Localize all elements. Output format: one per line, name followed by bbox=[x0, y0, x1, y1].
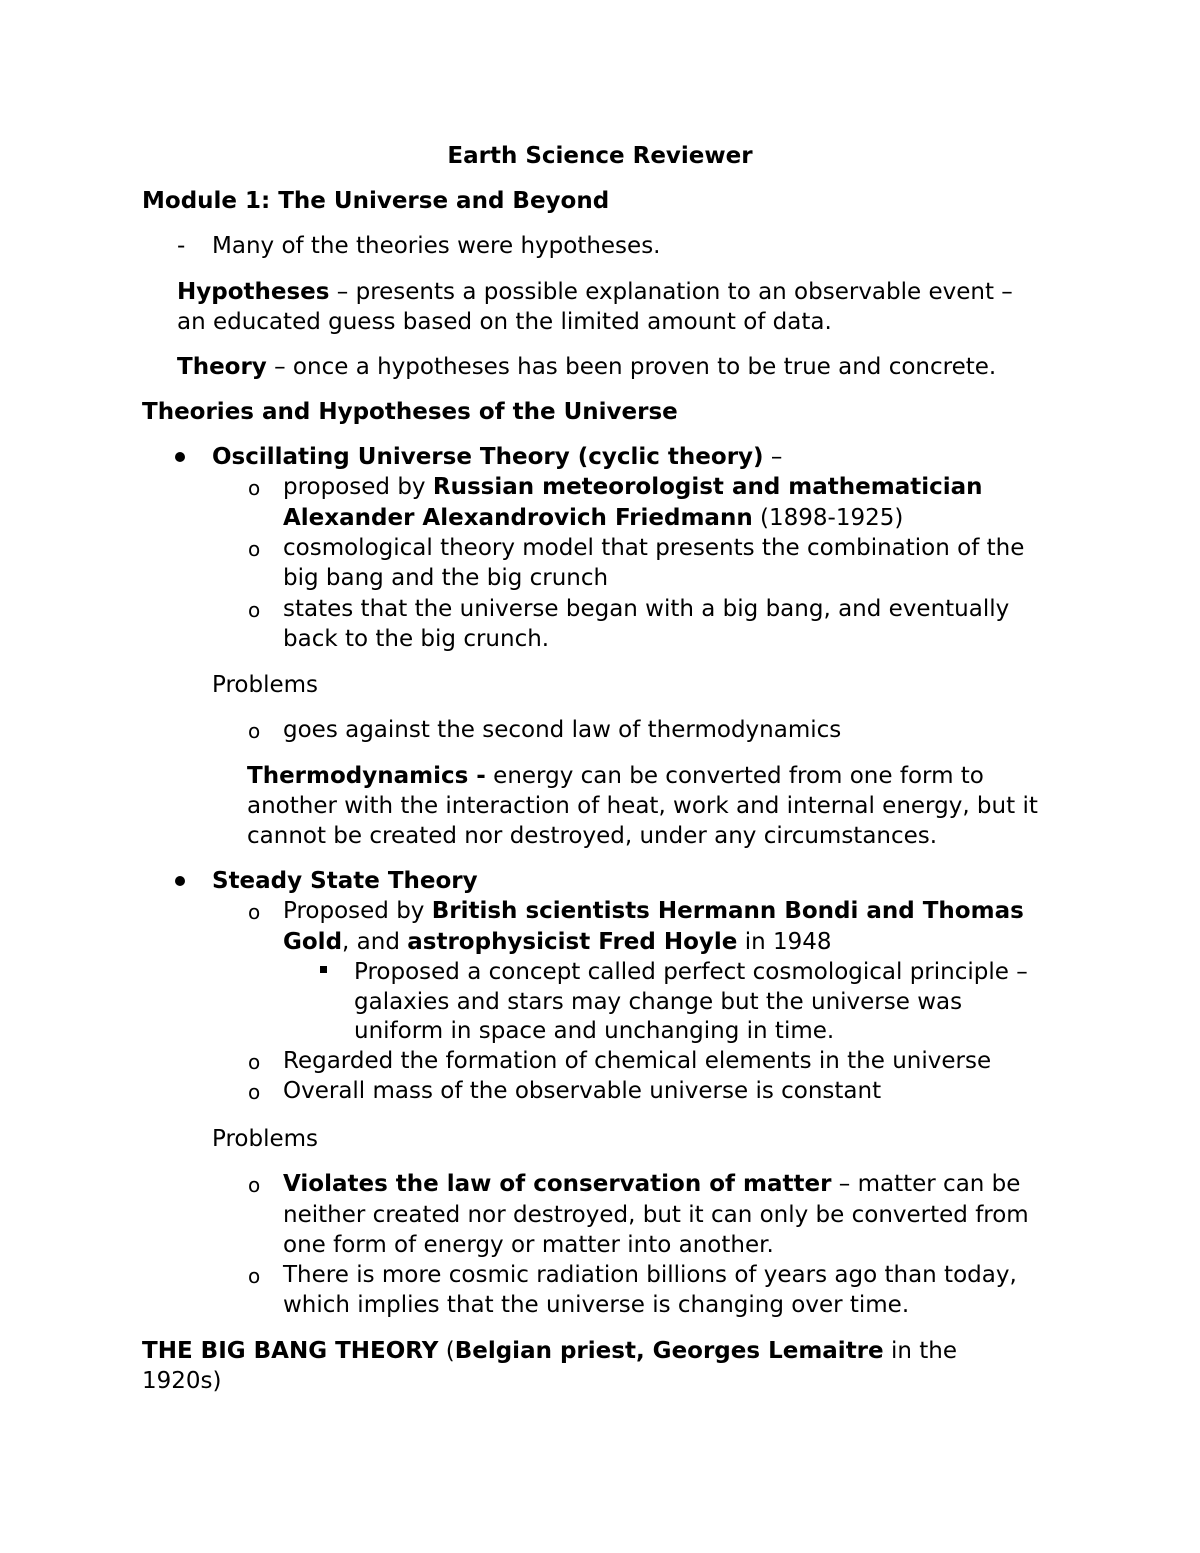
steady-problem1-term: Violates the law of conservation of matter bbox=[283, 1171, 832, 1197]
steady-sub1-b: British scientists Hermann Bondi and Thomas bbox=[431, 898, 1024, 924]
module-heading: Module 1: The Universe and Beyond bbox=[142, 188, 610, 214]
steady-theory-title: Steady State Theory bbox=[212, 868, 478, 894]
circle-bullet-icon: o bbox=[248, 1173, 261, 1197]
bigbang-term: THE BIG BANG THEORY bbox=[142, 1338, 439, 1364]
hypotheses-def-2: an educated guess based on the limited amount of data. bbox=[177, 309, 832, 335]
oscillating-name: Oscillating Universe Theory (cyclic theory) bbox=[212, 444, 764, 470]
steady-sub1-line1 bbox=[283, 896, 1024, 926]
oscillating-problem1: goes against the second law of thermodynamics bbox=[283, 717, 842, 743]
theory-def: – once a hypotheses has been proven to be true and concrete. bbox=[266, 354, 997, 380]
steady-sq1-a: Proposed a concept called perfect cosmological principle – bbox=[354, 959, 1028, 985]
thermo-term: Thermodynamics - bbox=[247, 763, 486, 789]
steady-problem2-a: There is more cosmic radiation billions of years ago than today, bbox=[283, 1262, 1017, 1288]
circle-bullet-icon: o bbox=[248, 1080, 261, 1104]
oscillating-sub1-a: proposed by bbox=[283, 474, 433, 500]
circle-bullet-icon: o bbox=[248, 719, 261, 743]
bigbang-who: Belgian priest, Georges Lemaitre bbox=[454, 1338, 884, 1364]
oscillating-sub2-a: cosmological theory model that presents the combination of the bbox=[283, 535, 1025, 561]
theory-definition bbox=[177, 352, 996, 382]
hypotheses-definition bbox=[177, 277, 1013, 307]
square-bullet-icon bbox=[320, 966, 327, 973]
oscillating-sub1-line2 bbox=[283, 503, 903, 533]
oscillating-sub1-line1 bbox=[283, 472, 983, 502]
steady-sub3: Overall mass of the observable universe is constant bbox=[283, 1078, 882, 1104]
section-heading: Theories and Hypotheses of the Universe bbox=[142, 399, 678, 425]
oscillating-problems-label: Problems bbox=[212, 672, 319, 698]
steady-sub2: Regarded the formation of chemical elements in the universe bbox=[283, 1048, 992, 1074]
steady-sub1-line2 bbox=[283, 927, 832, 957]
bigbang-heading-line1 bbox=[142, 1336, 957, 1366]
circle-bullet-icon: o bbox=[248, 1264, 261, 1288]
steady-sub1-f: in 1948 bbox=[737, 929, 832, 955]
hypotheses-def-1: – presents a possible explanation to an observable event – bbox=[329, 279, 1013, 305]
bigbang-paren: ( bbox=[438, 1338, 455, 1364]
bigbang-rest-b: 1920s) bbox=[142, 1368, 222, 1394]
steady-problem2-b: which implies that the universe is changing over time. bbox=[283, 1292, 910, 1318]
oscillating-sub2-b: big bang and the big crunch bbox=[283, 565, 609, 591]
steady-problems-label: Problems bbox=[212, 1126, 319, 1152]
circle-bullet-icon: o bbox=[248, 537, 261, 561]
thermo-def-3: cannot be created nor destroyed, under any circumstances. bbox=[247, 823, 938, 849]
steady-sub1-a: Proposed by bbox=[283, 898, 432, 924]
circle-bullet-icon: o bbox=[248, 1050, 261, 1074]
steady-sub1-c: Gold bbox=[283, 929, 343, 955]
oscillating-suffix: – bbox=[763, 444, 783, 470]
oscillating-sub3-b: back to the big crunch. bbox=[283, 626, 550, 652]
oscillating-sub1-d: (1898-1925) bbox=[752, 505, 904, 531]
oscillating-sub1-b: Russian meteorologist and mathematician bbox=[432, 474, 983, 500]
oscillating-sub1-c: Alexander Alexandrovich Friedmann bbox=[283, 505, 753, 531]
bullet-dot-icon bbox=[175, 452, 185, 462]
steady-sub1-d: , and bbox=[342, 929, 408, 955]
circle-bullet-icon: o bbox=[248, 900, 261, 924]
theory-term: Theory bbox=[177, 354, 267, 380]
dash-bullet: - bbox=[177, 233, 186, 259]
bigbang-rest-a: in the bbox=[883, 1338, 957, 1364]
steady-problem1-a: – matter can be bbox=[831, 1171, 1021, 1197]
page-title: Earth Science Reviewer bbox=[447, 143, 753, 169]
circle-bullet-icon: o bbox=[248, 476, 261, 500]
steady-problem1-c: one form of energy or matter into another. bbox=[283, 1232, 774, 1258]
dash-item: Many of the theories were hypotheses. bbox=[212, 233, 661, 259]
steady-problem1-b: neither created nor destroyed, but it can only be converted from bbox=[283, 1202, 1029, 1228]
steady-problem1-line1 bbox=[283, 1169, 1020, 1199]
steady-sq1-b: galaxies and stars may change but the universe was bbox=[354, 989, 963, 1015]
steady-sub1-e: astrophysicist Fred Hoyle bbox=[407, 929, 738, 955]
oscillating-theory-title bbox=[212, 442, 782, 472]
circle-bullet-icon: o bbox=[248, 598, 261, 622]
thermo-def-2: another with the interaction of heat, work and internal energy, but it bbox=[247, 793, 1038, 819]
oscillating-sub3-a: states that the universe began with a big bang, and eventually bbox=[283, 596, 1010, 622]
thermo-definition bbox=[247, 761, 984, 791]
steady-sq1-c: uniform in space and unchanging in time. bbox=[354, 1018, 835, 1044]
thermo-def-1: energy can be converted from one form to bbox=[485, 763, 984, 789]
hypotheses-term: Hypotheses bbox=[177, 279, 330, 305]
bullet-dot-icon bbox=[175, 876, 185, 886]
